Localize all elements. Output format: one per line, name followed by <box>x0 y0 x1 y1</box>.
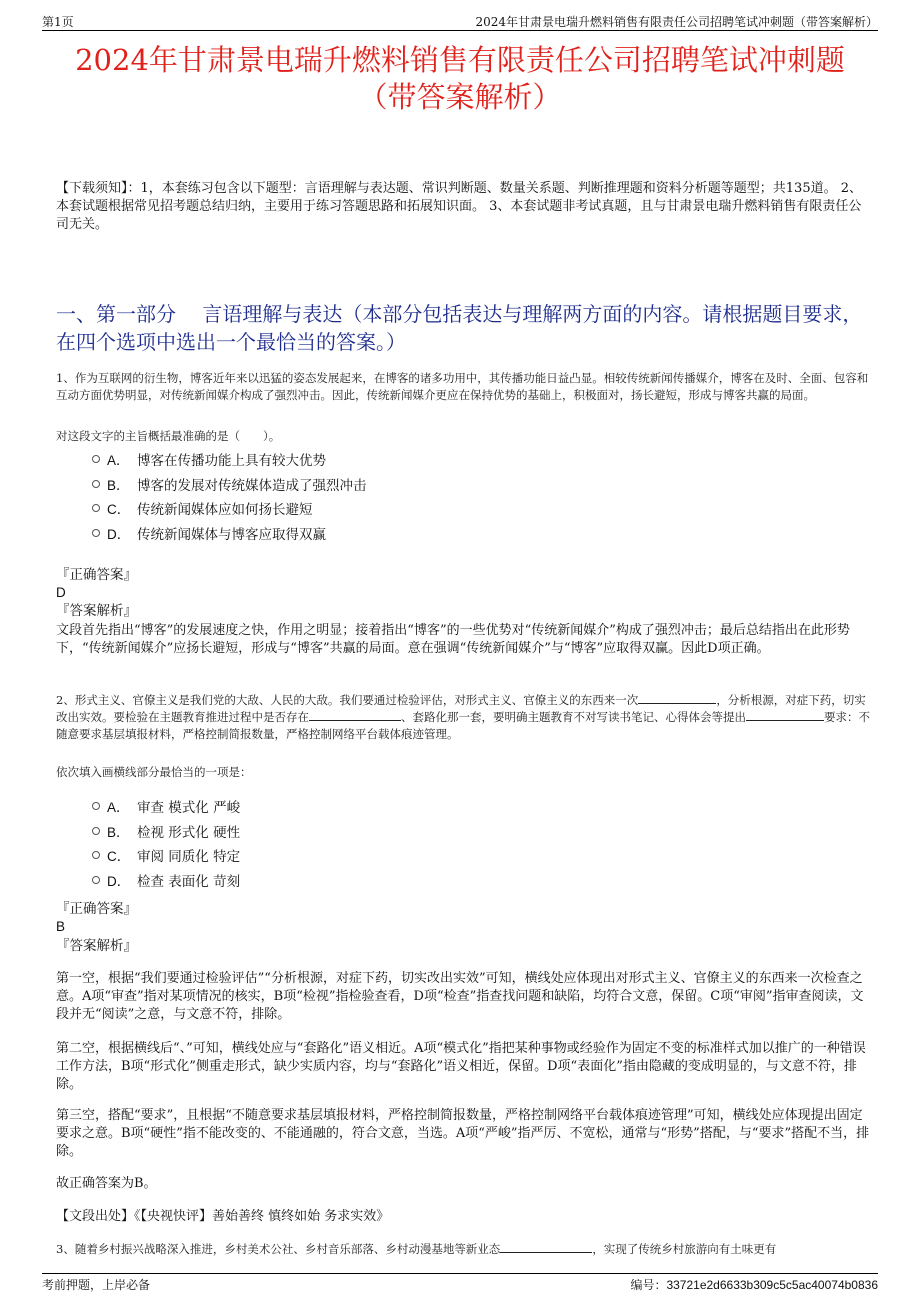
radio-icon[interactable] <box>92 851 100 859</box>
fill-blank <box>638 692 716 704</box>
option-b[interactable]: B． 检视 形式化 硬性 <box>92 819 860 844</box>
option-a[interactable]: A． 博客在传播功能上具有较大优势 <box>92 447 860 472</box>
analysis-label: 『答案解析』 <box>56 938 137 954</box>
question-3-stem: 3、随着乡村振兴战略深入推进，乡村美术公社、乡村音乐部落、乡村动漫基地等新业态 ，实现了传统乡村旅游向有土味更有 <box>56 1242 777 1256</box>
analysis-paragraph-3: 第三空，搭配“要求”，且根据“不随意要求基层填报材料，严格控制简报数量，严格控制网络平台载体痕迹管理”可知，横线处应体现提出固定要求之意。B项“硬性”指不能改变的、不能通融的，符合文意，当选。A项“严峻”指严厉、不宽松，通常与“形势”搭配，与“要求”搭配不当，排除。 <box>56 1108 870 1159</box>
fill-blank <box>500 1241 592 1253</box>
radio-icon[interactable] <box>92 876 100 884</box>
option-text: 传统新闻媒体与博客应取得双赢 <box>137 526 326 543</box>
question-1-prompt: 对这段文字的主旨概括最准确的是（ ）。 <box>56 429 281 443</box>
answer-label: 『正确答案』 <box>56 567 137 583</box>
answer-value: D <box>56 585 66 600</box>
analysis-label: 『答案解析』 <box>56 603 137 619</box>
document-title <box>40 42 880 116</box>
option-text: 博客的发展对传统媒体造成了强烈冲击 <box>137 477 367 494</box>
radio-icon[interactable] <box>92 480 100 488</box>
option-c[interactable]: C． 审阅 同质化 特定 <box>92 843 860 868</box>
analysis-text: 文段首先指出“博客”的发展速度之快，作用之明显；接着指出“博客”的一些优势对“传统新闻媒介”构成了强烈冲击；最后总结指出在此形势下，“传统新闻媒介”应扬长避短，形成与“博客”共赢的局面。意在强调“传统新闻媒介”与“博客”应取得双赢。因此D项正确。 <box>56 623 850 656</box>
header-doc-title: 2024年甘肃景电瑞升燃料销售有限责任公司招聘笔试冲刺题（带答案解析） <box>475 15 878 29</box>
radio-icon[interactable] <box>92 529 100 537</box>
passage-source: 【文段出处】《【央视快评】善始善终 慎终如始 务求实效》 <box>56 1209 390 1224</box>
analysis-paragraph-2: 第二空，根据横线后“、”可知，横线处应与“套路化”语义相近。A项“模式化”指把某种事物或经验作为固定不变的标准样式加以推广的一种错误工作方法，B项“形式化”侧重走形式，缺少实质内容，均与“套路化”语义相近，保留。D项“表面化”指由隐藏的变成明显的，与文意不符，排除。 <box>56 1041 866 1092</box>
page-number: 第1页 <box>42 15 74 29</box>
option-a[interactable]: A． 审查 模式化 严峻 <box>92 794 860 819</box>
question-2-prompt: 依次填入画横线部分最恰当的一项是： <box>56 765 252 779</box>
option-text: 检视 形式化 硬性 <box>137 824 241 841</box>
fill-blank <box>309 709 401 721</box>
download-notice: 【下载须知】：1，本套练习包含以下题型：言语理解与表达题、常识判断题、数量关系题、判断推理题和资料分析题等题型；共135道。 2、本套试题根据常见招考题总结归纳，主要用于练习答题思路和拓展知识面。 3、本套试题非考试真题，且与甘肃景电瑞升燃料销售有限责任公司无关。 <box>56 181 862 232</box>
question-1-stem: 1、作为互联网的衍生物，博客近年来以迅猛的姿态发展起来，在博客的诸多功用中，其传播功能日益凸显。相较传统新闻传播媒介，博客在及时、全面、包容和互动方面优势明显，对传统新闻媒介构成了强烈冲击。因此，传统新闻媒介更应在保持优势的基础上，积极面对，扬长避短，形成与博客共赢的局面。 <box>56 371 869 402</box>
title-line-2: （带答案解析） <box>358 80 562 114</box>
section-heading: 一、第一部分 言语理解与表达（本部分包括表达与理解两方面的内容。请根据题目要求，在四个选项中选出一个最恰当的答案。） <box>56 302 863 354</box>
option-text: 审查 模式化 严峻 <box>137 800 241 817</box>
option-text: 传统新闻媒体应如何扬长避短 <box>137 502 313 519</box>
option-b[interactable]: B． 博客的发展对传统媒体造成了强烈冲击 <box>92 472 860 497</box>
analysis-paragraph-1: 第一空，根据“我们要通过检验评估”“分析根源，对症下药，切实改出实效”可知，横线处应体现出对形式主义、官僚主义的东西来一次检查之意。A项“审查”指对某项情况的核实，B项“检视”指检验查看，D项“检查”指查找问题和缺陷，均符合文意，保留。C项“审阅”指审查阅读，文段并无“阅读”之意，与文意不符，排除。 <box>56 971 864 1022</box>
footer-slogan: 考前押题，上岸必备 <box>42 1278 151 1292</box>
analysis-conclusion: 故正确答案为B。 <box>56 1176 157 1191</box>
radio-icon[interactable] <box>92 802 100 810</box>
question-2-stem: 2、形式主义、官僚主义是我们党的大敌、人民的大敌。我们要通过检验评估，对形式主义、官僚主义的东西来一次 ，分析根源，对症下药，切实改出实效。要检验在主题教育推进过程中是否存在 、套路化那一套，要明确主题教育不对写读书笔记、心得体会等提出 要求：不随意要求基层填报材料，严格控制简报数量，严格控制网络平台载体痕迹管理。 <box>56 693 870 741</box>
radio-icon[interactable] <box>92 504 100 512</box>
option-d[interactable]: D． 检查 表面化 苛刻 <box>92 868 860 893</box>
option-text: 审阅 同质化 特定 <box>137 849 241 866</box>
option-d[interactable]: D． 传统新闻媒体与博客应取得双赢 <box>92 521 860 546</box>
option-text: 检查 表面化 苛刻 <box>137 873 241 890</box>
question-1-options <box>92 447 860 545</box>
question-2-options <box>92 794 860 892</box>
document-code: 编号：33721e2d6633b309c5c5ac40074b0836 <box>630 1278 878 1292</box>
option-c[interactable]: C． 传统新闻媒体应如何扬长避短 <box>92 496 860 521</box>
option-text: 博客在传播功能上具有较大优势 <box>137 453 326 470</box>
page-footer <box>42 1273 878 1292</box>
fill-blank <box>746 709 824 721</box>
radio-icon[interactable] <box>92 827 100 835</box>
answer-label: 『正确答案』 <box>56 901 137 917</box>
page-header <box>42 10 878 31</box>
title-line-1: 2024年甘肃景电瑞升燃料销售有限责任公司招聘笔试冲刺题 <box>75 43 845 77</box>
radio-icon[interactable] <box>92 455 100 463</box>
answer-value: B <box>56 919 66 934</box>
